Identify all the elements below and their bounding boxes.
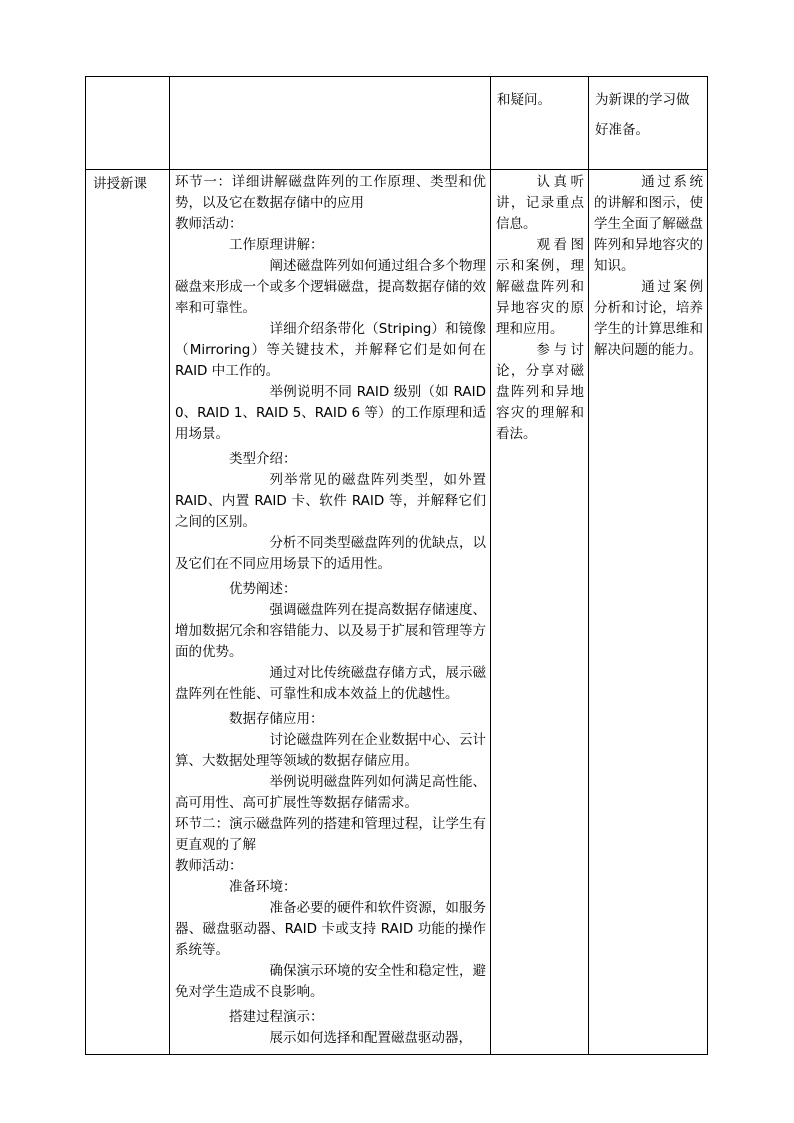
content-paragraph: 教师活动： — [175, 858, 243, 874]
design-intent-cell — [589, 170, 708, 1055]
student-activity-paragraph: 认真听讲，记录重点信息。 — [496, 174, 584, 232]
design-intent-text: 为新课的学习做好准备。 — [595, 92, 690, 138]
table-row — [86, 77, 708, 170]
content-paragraph: 教师活动： — [175, 216, 243, 232]
content-paragraph: 列举常见的磁盘阵列类型，如外置 RAID、内置 RAID 卡、软件 RAID 等，并解释它们之间的区别。 — [175, 472, 486, 530]
content-paragraph: 准备必要的硬件和软件资源，如服务器、磁盘驱动器、RAID 卡或支持 RAID 功能的操作系统等。 — [175, 900, 486, 958]
content-paragraph: 环节二：演示磁盘阵列的搭建和管理过程，让学生有更直观的了解 — [175, 816, 486, 853]
content-paragraph: 强调磁盘阵列在提高数据存储速度、增加数据冗余和容错能力、以及易于扩展和管理等方面的优势。 — [175, 602, 486, 660]
content-paragraph: 举例说明磁盘阵列如何满足高性能、高可用性、高可扩展性等数据存储需求。 — [175, 774, 486, 811]
design-intent-cell — [589, 77, 708, 170]
design-intent-paragraph: 通过系统的讲解和图示，使学生全面了解磁盘阵列和异地容灾的知识。 — [594, 174, 703, 274]
content-paragraph: 阐述磁盘阵列如何通过组合多个物理磁盘来形成一个或多个逻辑磁盘，提高数据存储的效率和可靠性。 — [175, 258, 486, 316]
student-activity-cell — [491, 77, 589, 170]
design-intents — [589, 170, 707, 361]
content-paragraph: 通过对比传统磁盘存储方式，展示磁盘阵列在性能、可靠性和成本效益上的优越性。 — [175, 665, 486, 702]
content-paragraph: 优势阐述： — [229, 581, 297, 597]
content-paragraph: 讨论磁盘阵列在企业数据中心、云计算、大数据处理等领域的数据存储应用。 — [175, 732, 486, 769]
content-cell — [170, 170, 491, 1055]
stage-cell — [86, 77, 170, 170]
table-row — [86, 170, 708, 1055]
student-activity-paragraph: 参与讨论，分享对磁盘阵列和异地容灾的理解和看法。 — [496, 342, 584, 442]
stage-cell — [86, 170, 170, 1055]
content-paragraph: 搭建过程演示： — [229, 1009, 324, 1025]
student-activity-cell — [491, 170, 589, 1055]
content-paragraph: 类型介绍： — [229, 451, 297, 467]
content-paragraph: 数据存储应用： — [229, 711, 324, 727]
content-paragraph: 环节一：详细讲解磁盘阵列的工作原理、类型和优势，以及它在数据存储中的应用 — [175, 174, 486, 211]
student-activity-text: 和疑问。 — [497, 92, 551, 108]
content-paragraph: 工作原理讲解： — [229, 237, 324, 253]
design-intent-paragraph: 通过案例分析和讨论，培养学生的计算思维和解决问题的能力。 — [594, 279, 703, 358]
student-activities — [491, 170, 588, 445]
content-paragraph: 确保演示环境的安全性和稳定性，避免对学生造成不良影响。 — [175, 963, 486, 1000]
content-paragraph: 举例说明不同 RAID 级别（如 RAID 0、RAID 1、RAID 5、RAID 6 等）的工作原理和适用场景。 — [175, 384, 486, 442]
lesson-plan-table — [85, 76, 708, 1055]
content-paragraph: 准备环境： — [229, 879, 297, 895]
stage-label: 讲授新课 — [93, 176, 147, 192]
student-activity-paragraph: 观看图示和案例，理解磁盘阵列和异地容灾的原理和应用。 — [496, 237, 584, 337]
content-paragraph: 详细介绍条带化（Striping）和镜像（Mirroring）等关键技术，并解释它们是如何在RAID 中工作的。 — [175, 321, 486, 379]
content-cell — [170, 77, 491, 170]
content-paragraph: 展示如何选择和配置磁盘驱动器， — [269, 1030, 472, 1046]
content-paragraph: 分析不同类型磁盘阵列的优缺点，以及它们在不同应用场景下的适用性。 — [175, 535, 486, 572]
teaching-content — [170, 170, 490, 1049]
